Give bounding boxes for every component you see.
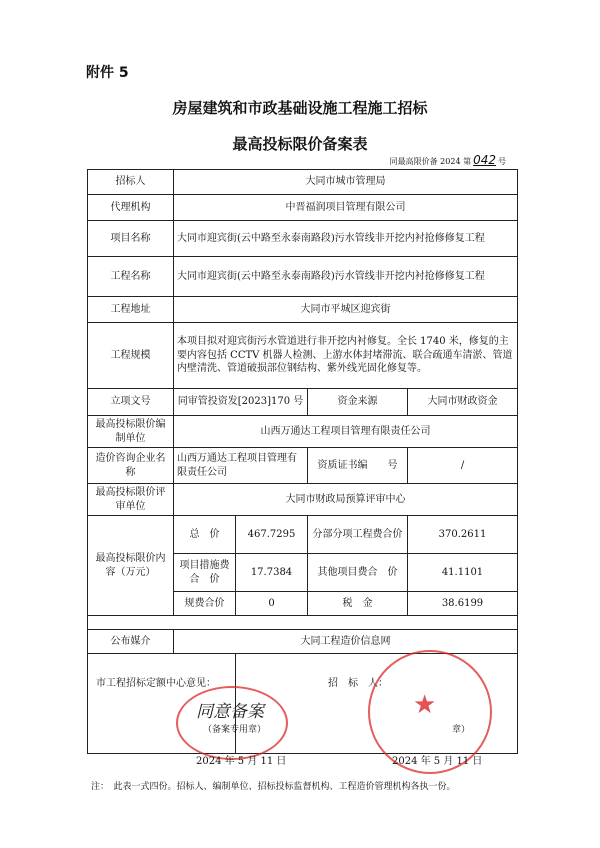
media-label: 公布媒介 (88, 630, 174, 654)
scale-value: 本项目拟对迎宾街污水管道进行非开挖内衬修复。全长 1740 米，修复的主要内容包括 CCTV 机器人检测、上游水体封堵滞流、联合疏通车清淤、管道内壁清洗、管道破损部位钢结构、紫外线光固化修复等。 (174, 323, 518, 389)
attachment-label: 附件 5 (86, 65, 129, 81)
subitem-value: 370.2611 (408, 516, 518, 554)
address-label: 工程地址 (88, 297, 174, 323)
tenderer-label: 招标人 (88, 170, 174, 195)
project-name-value: 大同市迎宾街(云中路至永泰南路段)污水管线非开挖内衬抢修修复工程 (174, 221, 518, 257)
compiler-value: 山西万通达工程项目管理有限责任公司 (174, 416, 518, 448)
filing-number (390, 153, 506, 167)
review-value: 大同市财政局预算评审中心 (174, 484, 518, 516)
approval-handwriting: 同意备案 (196, 702, 264, 722)
approval-value: 同审管投资发[2023]170 号 (174, 389, 308, 416)
filing-seal-note: （备案专用章） (203, 725, 267, 735)
consult-value: 山西万通达工程项目管理有限责任公司 (174, 448, 308, 484)
review-label: 最高投标限价评审单位 (88, 484, 174, 516)
engineering-name-label: 工程名称 (88, 257, 174, 297)
left-signature-label: 市工程招标定额中心意见： (96, 678, 216, 689)
consult-label: 造价咨询企业名称 (88, 448, 174, 484)
engineering-name-value: 大同市迎宾街(云中路至永泰南路段)污水管线非开挖内衬抢修修复工程 (174, 257, 518, 297)
other-label: 其他项目费合 价 (308, 554, 408, 592)
address-value: 大同市平城区迎宾街 (174, 297, 518, 323)
right-date: 2024 年 5 月 11 日 (392, 756, 483, 767)
fees-value: 0 (236, 592, 308, 616)
fund-label: 资金来源 (308, 389, 408, 416)
media-value: 大同工程造价信息网 (174, 630, 518, 654)
approval-label: 立项文号 (88, 389, 174, 416)
fees-label: 规费合价 (174, 592, 236, 616)
tenderer-value: 大同市城市管理局 (174, 170, 518, 195)
document-title-line2: 最高投标限价备案表 (232, 135, 368, 153)
fund-value: 大同市财政资金 (408, 389, 518, 416)
compiler-label: 最高投标限价编制单位 (88, 416, 174, 448)
subitem-label: 分部分项工程费合价 (308, 516, 408, 554)
right-signature-label: 招 标 人： (328, 678, 388, 689)
content-label: 最高投标限价内容（万元） (88, 516, 174, 616)
total-value: 467.7295 (236, 516, 308, 554)
spacer-row (88, 616, 518, 630)
project-name-label: 项目名称 (88, 221, 174, 257)
footnote: 注： 此表一式四份。招标人、编制单位、招标投标监督机构、工程造价管理机构各执一份。 (91, 782, 456, 792)
agency-value: 中晋福润项目管理有限公司 (174, 195, 518, 221)
cert-label: 资质证书编 号 (308, 448, 408, 484)
other-value: 41.1101 (408, 554, 518, 592)
tenderer-seal-note: 章） (452, 725, 471, 735)
filing-prefix: 同最高限价备 2024 第 (389, 157, 472, 166)
filing-number-handwritten: 042 (473, 153, 496, 167)
total-label: 总 价 (174, 516, 236, 554)
document-title-line1: 房屋建筑和市政基础设施工程施工招标 (172, 99, 428, 117)
measures-value: 17.7384 (236, 554, 308, 592)
filing-suffix: 号 (498, 157, 506, 166)
scale-label: 工程规模 (88, 323, 174, 389)
measures-label: 项目措施费合 价 (174, 554, 236, 592)
agency-label: 代理机构 (88, 195, 174, 221)
left-date: 2024 年 5 月 11 日 (196, 756, 287, 767)
tax-value: 38.6199 (408, 592, 518, 616)
tax-label: 税 金 (308, 592, 408, 616)
seal-star-icon: ★ (413, 690, 437, 720)
cert-value: / (408, 448, 518, 484)
